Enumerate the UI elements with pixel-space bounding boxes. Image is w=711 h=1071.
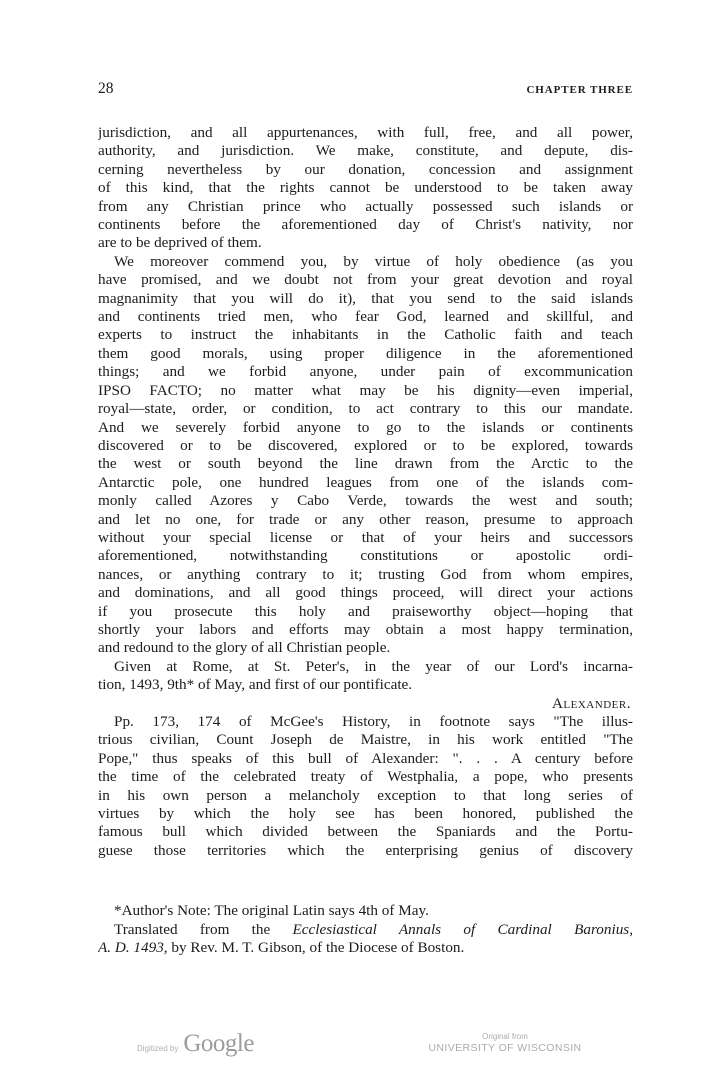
text-line: nances, or anything contrary to it; trusting God from whom empires, [98, 565, 633, 583]
text-line: are to be deprived of them. [98, 234, 262, 252]
page-number: 28 [98, 80, 114, 97]
translation-note [98, 921, 633, 940]
text-line: monly called Azores y Cabo Verde, towards the west and south; [98, 492, 633, 510]
text-line: in his own person a melancholy exception to that long series of [98, 786, 633, 804]
text-line: Pope," thus speaks of this bull of Alexander: ". . . A century before [98, 749, 633, 767]
translation-prefix: Translated from the [114, 920, 293, 938]
text-line: And we severely forbid anyone to go to the islands or continents [98, 418, 633, 436]
text-line: the time of the celebrated treaty of Westphalia, a pope, who presents [98, 768, 633, 786]
text-line: and dominations, and all good things proceed, will direct your actions [98, 584, 633, 602]
source-date: A. D. 1493, [98, 939, 168, 957]
text-line: We moreover commend you, by virtue of holy obedience (as you [114, 252, 633, 270]
text-line: and redound to the glory of all Christian people. [98, 639, 391, 657]
translation-suffix: by Rev. M. T. Gibson, of the Diocese of Boston. [167, 939, 465, 957]
original-from-label: Original from [482, 1032, 528, 1041]
text-line: authority, and jurisdiction. We make, constitute, and depute, dis- [98, 142, 633, 160]
text-line: trious civilian, Count Joseph de Maistre, in his work entitled "The [98, 731, 633, 749]
text-line: the west or south beyond the line drawn from the Arctic to the [98, 455, 633, 473]
source-title: Ecclesiastical Annals of Cardinal Baronius, [292, 920, 633, 938]
text-line: aforementioned, notwithstanding constitutions or apostolic ordi- [98, 547, 633, 565]
text-line: and continents tried men, who fear God, learned and skillful, and [98, 308, 633, 326]
text-line: tion, 1493, 9th* of May, and first of our pontificate. [98, 676, 413, 694]
text-line: famous bull which divided between the Spaniards and the Portu- [98, 823, 633, 841]
footnotes [98, 902, 633, 958]
text-line: from any Christian prince who actually possessed such islands or [98, 197, 633, 215]
text-line: if you prosecute this holy and praiseworthy object—hoping that [98, 602, 633, 620]
text-line: continents before the aforementioned day of Christ's nativity, nor [98, 216, 633, 234]
text-line: Pp. 173, 174 of McGee's History, in footnote says "The illus- [114, 713, 633, 730]
library-watermark [420, 1032, 590, 1054]
text-line: virtues by which the holy see has been honored, published the [98, 805, 633, 823]
library-name: UNIVERSITY OF WISCONSIN [428, 1042, 582, 1054]
text-line: Given at Rome, at St. Peter's, in the year of our Lord's incarna- [114, 657, 633, 675]
text-line: jurisdiction, and all appurtenances, with full, free, and all power, [98, 124, 633, 141]
text-line: and let no one, for trade or any other reason, presume to approach [98, 510, 633, 528]
google-watermark [137, 1030, 254, 1058]
text-line: shortly your labors and efforts may obtain a most happy termination, [98, 620, 633, 638]
digitized-by-label: Digitized by [137, 1044, 179, 1053]
text-line: discovered or to be discovered, explored or to be explored, towards [98, 436, 633, 454]
main-text [98, 124, 633, 860]
text-line: magnanimity that you will do it), that you send to the said islands [98, 289, 633, 307]
text-line: of this kind, that the rights cannot be understood to be taken away [98, 179, 633, 197]
text-line: without your special license or that of your heirs and successors [98, 528, 633, 546]
text-line: IPSO FACTO; no matter what may be his dignity—even imperial, [98, 381, 633, 399]
translation-note-continued [98, 939, 633, 958]
text-line: things; and we forbid anyone, under pain of excommunication [98, 363, 633, 381]
text-line: experts to instruct the inhabitants in the Catholic faith and teach [98, 326, 633, 344]
author-note: *Author's Note: The original Latin says 4th of May. [114, 902, 429, 919]
text-line: them good morals, using proper diligence in the aforementioned [98, 344, 633, 362]
google-logo: Google [183, 1030, 254, 1057]
text-line: guese those territories which the enterprising genius of discovery [98, 841, 633, 859]
text-line: have promised, and we doubt not from your great devotion and royal [98, 271, 633, 289]
text-line: royal—state, order, or condition, to act contrary to this our mandate. [98, 400, 633, 418]
page-header [98, 80, 633, 100]
running-head: CHAPTER THREE [526, 84, 633, 96]
text-line: Antarctic pole, one hundred leagues from one of the islands com- [98, 473, 633, 491]
text-line: cerning nevertheless by our donation, concession and assignment [98, 160, 633, 178]
signature: Alexander. [551, 694, 631, 712]
